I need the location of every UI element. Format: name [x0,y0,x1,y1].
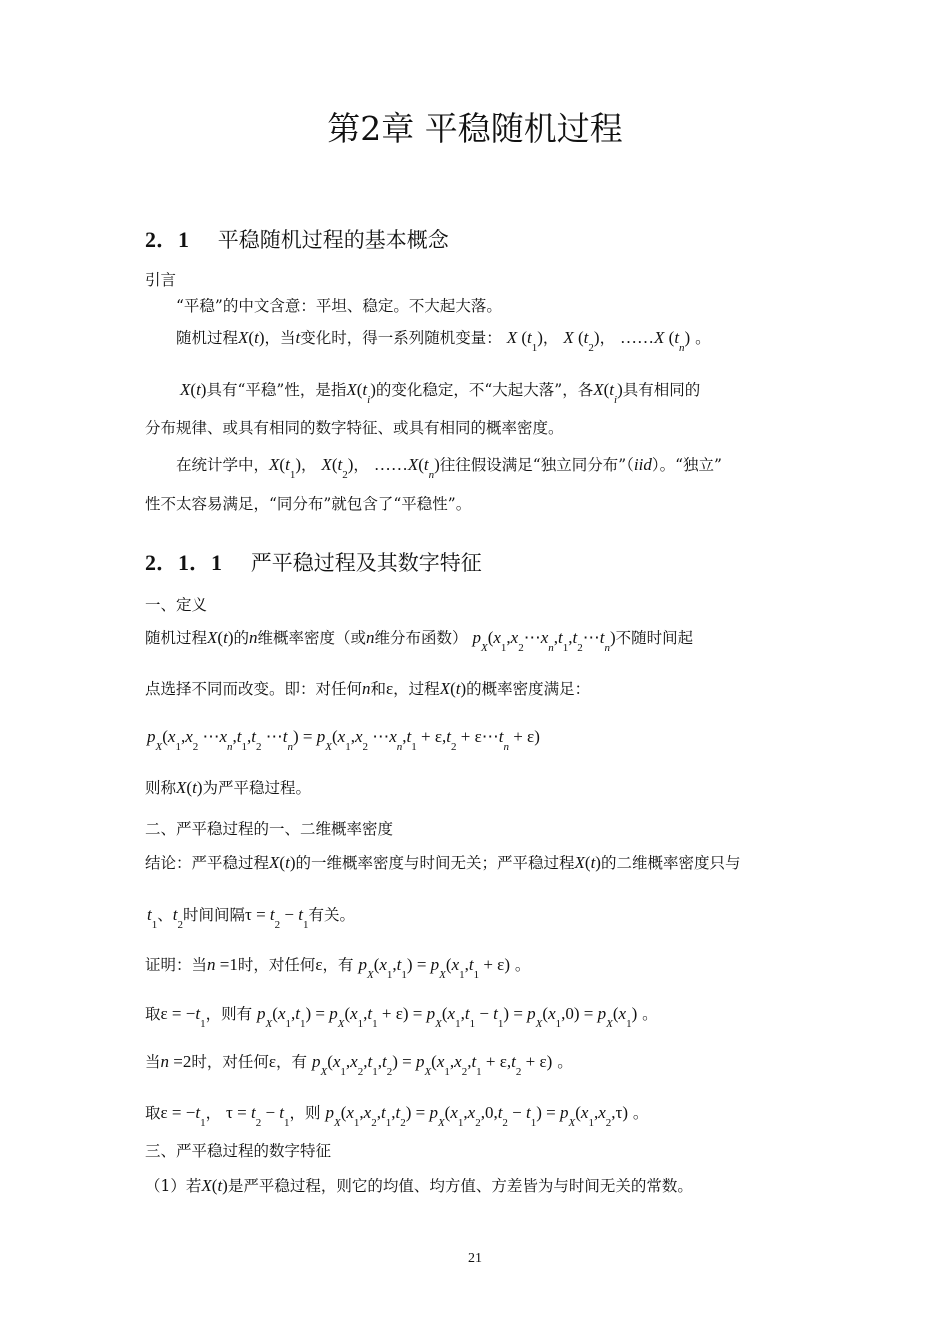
text: 的变化稳定，不“大起大落”，各 [375,381,594,399]
subsection-number: 2．1．1 [145,550,223,575]
text: 取 [145,1104,161,1122]
definition-line-3: 则称X(t)为严平稳过程。 [145,778,311,797]
text: 在统计学中， [176,456,270,474]
text: 不随时间起 [615,629,694,647]
text: ， [205,1104,222,1122]
text: 的一维概率密度与时间无关；严平稳过程 [295,854,575,872]
text: 为严平稳过程。 [202,779,311,797]
text: 的 [233,629,249,647]
section-title: 平稳随机过程的基本概念 [217,228,449,252]
text: 的二维概率密度只与 [600,854,741,872]
text: 随机过程 [176,329,239,347]
intro-line-5: 在统计学中，$X(t_1)$， $X(t_2)$， $\dots\dots X(t_n)$往往假设满足“独立同分布”（iid）。“独立” [176,455,722,481]
text: 是严平稳过程，则它的均值、均方值、方差皆为与时间无关的常数。 [227,1177,693,1195]
part2-heading: 二、严平稳过程的一、二维概率密度 [145,820,394,838]
text: 随机过程 [145,629,208,647]
text: ，过程 [393,680,440,698]
text: 维分布函数） [374,629,468,647]
text: 时，对任何 [237,956,316,974]
chapter-title: 第2章 平稳随机过程 [327,109,623,148]
page-number: 21 [468,1251,482,1266]
intro-line-6: 性不太容易满足，“同分布”就包含了“平稳性”。 [145,495,472,513]
text: （1）若 [145,1177,202,1195]
text: 时，对任何 [191,1053,269,1071]
text: 、 [157,906,173,924]
definition-heading: 一、定义 [145,596,208,614]
intro-line-3: X(t)具有“平稳”性，是指$X(t_i)$的变化稳定，不“大起大落”，各$X(t_i)$具有相同的 [180,380,701,406]
text: 点选择不同而改变。即：对任何 [145,680,363,698]
conclusion-line-1: 结论：严平稳过程X(t)的一维概率密度与时间无关；严平稳过程X(t)的二维概率密度只与 [145,853,741,872]
take-line-1: 取$\varepsilon = -t_1$，则有 $p_X(x_1,t_1) = p_X(x_1,t_1 + \varepsilon) = p_X(x_1,t_1 - t_1) = p_X(x_1,0) = p_X(x_1)$ 。 [145,1004,658,1030]
definition-line-2: 点选择不同而改变。即：对任何n和ε，过程X(t)的概率密度满足： [145,679,591,698]
text: 当 [145,1053,161,1071]
part3-item-1: （1）若X(t)是严平稳过程，则它的均值、均方值、方差皆为与时间无关的常数。 [145,1176,693,1195]
text: ，则有 [205,1005,253,1023]
text: 则称 [145,779,177,797]
section-number: 2．1 [145,227,190,252]
intro-heading: 引言 [145,271,177,289]
section-heading [145,223,449,254]
intro-line-1: “平稳”的中文含意：平坦、稳定。不大起大落。 [176,297,502,315]
part3-heading: 三、严平稳过程的数字特征 [145,1142,332,1160]
text: 时间间隔 [182,906,245,924]
stationarity-equation: $p_X(x_1,x_2$ $\cdots x_n,t_1,t_2$ $\cdots t_n) = p_X(x_1,x_2$ $\cdots x_n,t_1 + \varepsilon,t_2$ + $\varepsilon\cdots t_n + \varepsilon$) [147,727,540,753]
text: ，则 [289,1104,321,1122]
text: 有关。 [308,906,355,924]
when-line: 当n =2时，对任何ε，有 $p_X(x_1,x_2,t_1,t_2) = p_X(x_1,x_2,t_1 + \varepsilon,t_2 + \varepsilon)$ 。 [145,1052,573,1078]
proof-line: 证明：当n =1时，对任何ε，有 $p_X(x_1,t_1) = p_X(x_1,t_1 + \varepsilon)$ 。 [145,955,531,981]
text: 的概率密度满足： [466,680,591,698]
text: ，有 [276,1053,308,1071]
subsection-heading [145,546,482,577]
text: 具有相同的 [622,381,701,399]
conclusion-line-2: $t_1$、$t_2$时间间隔$\tau = t_2 - t_1$有关。 [147,905,355,931]
text: ）。“独立” [651,456,722,474]
take-line-2: 取$\varepsilon = -t_1$， $\tau = t_2 - t_1$，则 $p_X(x_1,x_2,t_1,t_2) = p_X(x_1,x_2,0,t_2 - t_1) = p_X(x_1,x_2,\tau)$ 。 [145,1103,649,1129]
text: 结论：严平稳过程 [145,854,270,872]
text: 取 [145,1005,161,1023]
subsection-title: 严平稳过程及其数字特征 [250,551,482,575]
intro-line-4: 分布规律、或具有相同的数字特征、或具有相同的概率密度。 [145,419,564,437]
text: ，当 [264,329,296,347]
definition-line-1: 随机过程X(t)的n维概率密度（或n维分布函数） $p_X(x_1,x_2\cdots x_n,t_1,t_2\cdots t_n)$不随时间起 [145,628,694,654]
text: 具有“平稳”性，是指 [206,381,347,399]
text: 证明：当 [145,956,208,974]
intro-line-2: 随机过程X(t)，当t变化时，得一系列随机变量： X $(t_1)$， X $(t_2)$， ……X $(t_n)$ 。 [176,328,711,354]
text: 维概率密度（或 [257,629,367,647]
text: ，有 [322,956,354,974]
text: 往往假设满足“独立同分布”（ [439,456,634,474]
text: 和 [370,680,387,698]
text: 变化时，得一系列随机变量： [300,329,502,347]
